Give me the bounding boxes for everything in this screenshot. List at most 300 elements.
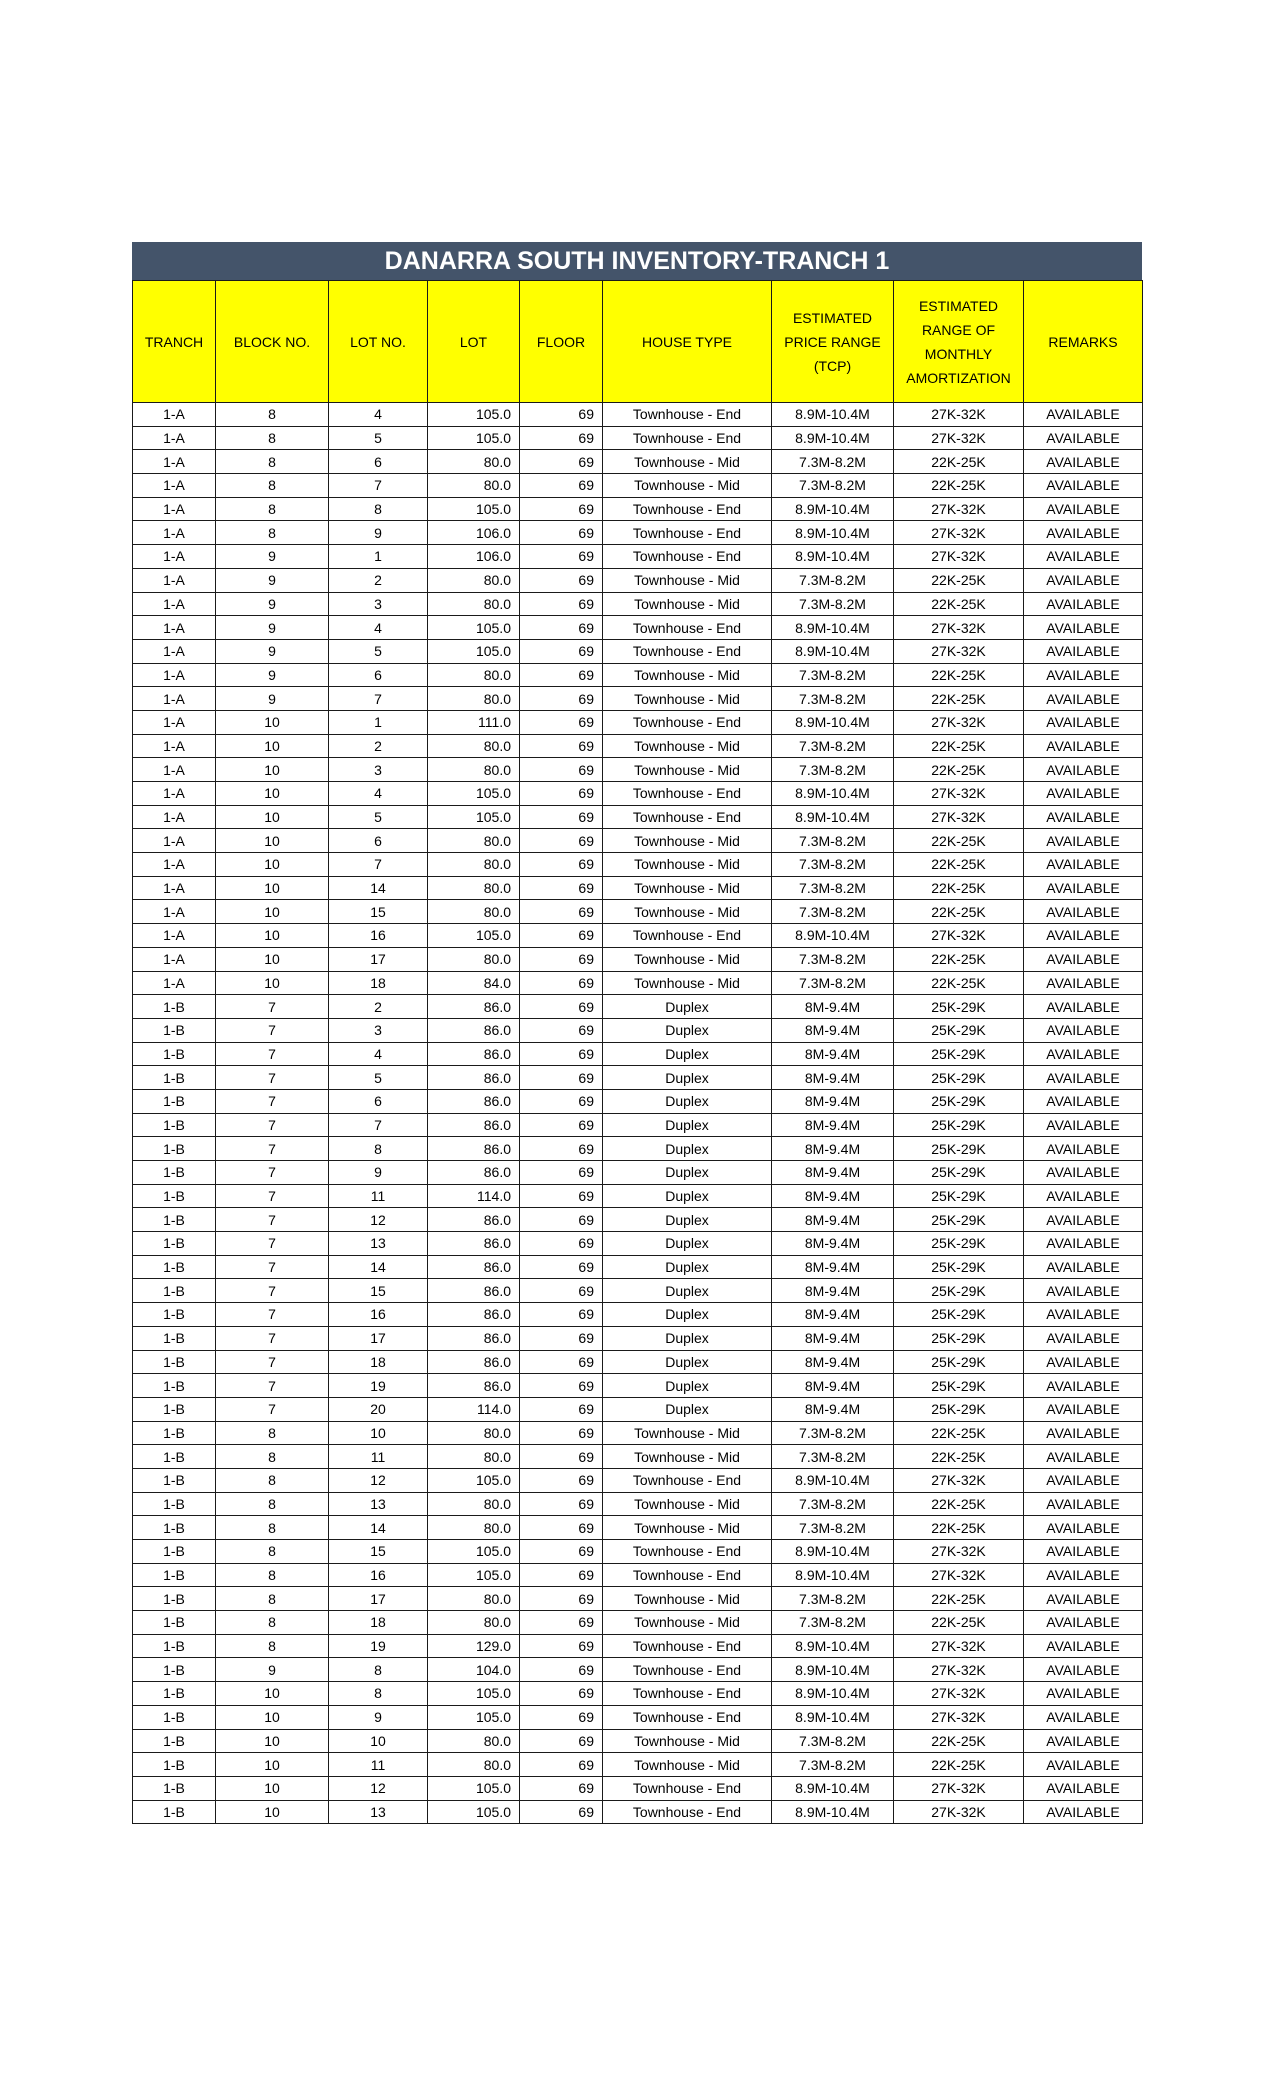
cell-lot-no: 20 bbox=[329, 1397, 428, 1421]
cell-house-type: Townhouse - End bbox=[603, 1776, 772, 1800]
cell-block-no: 9 bbox=[216, 545, 329, 569]
cell-price-range: 7.3M-8.2M bbox=[772, 687, 894, 711]
cell-remarks: AVAILABLE bbox=[1024, 1421, 1143, 1445]
cell-tranch: 1-B bbox=[133, 1303, 216, 1327]
cell-block-no: 8 bbox=[216, 1516, 329, 1540]
table-row bbox=[133, 782, 1143, 806]
cell-price-range: 8M-9.4M bbox=[772, 1042, 894, 1066]
cell-lot-area: 105.0 bbox=[428, 426, 520, 450]
cell-lot-no: 7 bbox=[329, 474, 428, 498]
cell-remarks: AVAILABLE bbox=[1024, 1303, 1143, 1327]
cell-house-type: Townhouse - Mid bbox=[603, 687, 772, 711]
cell-lot-no: 5 bbox=[329, 426, 428, 450]
cell-house-type: Duplex bbox=[603, 1161, 772, 1185]
cell-tranch: 1-A bbox=[133, 474, 216, 498]
cell-remarks: AVAILABLE bbox=[1024, 616, 1143, 640]
cell-block-no: 7 bbox=[216, 1303, 329, 1327]
cell-lot-area: 86.0 bbox=[428, 1255, 520, 1279]
cell-tranch: 1-B bbox=[133, 1161, 216, 1185]
cell-lot-area: 80.0 bbox=[428, 663, 520, 687]
cell-price-range: 8.9M-10.4M bbox=[772, 805, 894, 829]
cell-monthly-amortization: 27K-32K bbox=[894, 710, 1024, 734]
cell-price-range: 7.3M-8.2M bbox=[772, 450, 894, 474]
cell-block-no: 9 bbox=[216, 592, 329, 616]
cell-block-no: 8 bbox=[216, 1563, 329, 1587]
cell-lot-area: 105.0 bbox=[428, 782, 520, 806]
cell-lot-area: 105.0 bbox=[428, 1800, 520, 1824]
col-header-lot: LOT bbox=[428, 281, 520, 403]
cell-tranch: 1-A bbox=[133, 663, 216, 687]
cell-tranch: 1-B bbox=[133, 1468, 216, 1492]
cell-remarks: AVAILABLE bbox=[1024, 1468, 1143, 1492]
cell-monthly-amortization: 22K-25K bbox=[894, 663, 1024, 687]
table-row bbox=[133, 450, 1143, 474]
cell-tranch: 1-B bbox=[133, 1682, 216, 1706]
cell-lot-area: 86.0 bbox=[428, 1232, 520, 1256]
cell-lot-no: 13 bbox=[329, 1800, 428, 1824]
cell-lot-area: 80.0 bbox=[428, 1753, 520, 1777]
cell-remarks: AVAILABLE bbox=[1024, 1018, 1143, 1042]
table-row bbox=[133, 1255, 1143, 1279]
cell-block-no: 7 bbox=[216, 1255, 329, 1279]
cell-floor-area: 69 bbox=[520, 805, 603, 829]
cell-house-type: Townhouse - End bbox=[603, 805, 772, 829]
cell-house-type: Duplex bbox=[603, 1089, 772, 1113]
cell-tranch: 1-B bbox=[133, 1018, 216, 1042]
cell-price-range: 7.3M-8.2M bbox=[772, 1421, 894, 1445]
cell-floor-area: 69 bbox=[520, 947, 603, 971]
cell-price-range: 8.9M-10.4M bbox=[772, 710, 894, 734]
cell-remarks: AVAILABLE bbox=[1024, 639, 1143, 663]
cell-tranch: 1-A bbox=[133, 782, 216, 806]
cell-tranch: 1-B bbox=[133, 1279, 216, 1303]
table-row bbox=[133, 1540, 1143, 1564]
cell-price-range: 8M-9.4M bbox=[772, 1018, 894, 1042]
cell-tranch: 1-A bbox=[133, 900, 216, 924]
cell-tranch: 1-B bbox=[133, 1776, 216, 1800]
cell-lot-no: 3 bbox=[329, 1018, 428, 1042]
cell-lot-area: 80.0 bbox=[428, 568, 520, 592]
cell-house-type: Townhouse - End bbox=[603, 1682, 772, 1706]
cell-floor-area: 69 bbox=[520, 1326, 603, 1350]
cell-monthly-amortization: 22K-25K bbox=[894, 1516, 1024, 1540]
cell-lot-area: 105.0 bbox=[428, 1540, 520, 1564]
cell-block-no: 8 bbox=[216, 403, 329, 427]
cell-block-no: 7 bbox=[216, 1350, 329, 1374]
table-row bbox=[133, 1729, 1143, 1753]
cell-block-no: 10 bbox=[216, 924, 329, 948]
cell-block-no: 8 bbox=[216, 1634, 329, 1658]
cell-price-range: 8.9M-10.4M bbox=[772, 782, 894, 806]
cell-monthly-amortization: 27K-32K bbox=[894, 426, 1024, 450]
cell-price-range: 7.3M-8.2M bbox=[772, 971, 894, 995]
table-row bbox=[133, 592, 1143, 616]
cell-floor-area: 69 bbox=[520, 995, 603, 1019]
table-row bbox=[133, 876, 1143, 900]
cell-house-type: Townhouse - Mid bbox=[603, 1492, 772, 1516]
table-row bbox=[133, 1184, 1143, 1208]
cell-remarks: AVAILABLE bbox=[1024, 734, 1143, 758]
cell-price-range: 8.9M-10.4M bbox=[772, 1800, 894, 1824]
cell-lot-area: 80.0 bbox=[428, 876, 520, 900]
cell-remarks: AVAILABLE bbox=[1024, 592, 1143, 616]
cell-house-type: Townhouse - End bbox=[603, 426, 772, 450]
cell-price-range: 8M-9.4M bbox=[772, 1279, 894, 1303]
cell-lot-no: 7 bbox=[329, 687, 428, 711]
cell-remarks: AVAILABLE bbox=[1024, 876, 1143, 900]
cell-floor-area: 69 bbox=[520, 663, 603, 687]
cell-floor-area: 69 bbox=[520, 1066, 603, 1090]
cell-house-type: Duplex bbox=[603, 1137, 772, 1161]
cell-monthly-amortization: 22K-25K bbox=[894, 1753, 1024, 1777]
cell-tranch: 1-B bbox=[133, 1587, 216, 1611]
cell-remarks: AVAILABLE bbox=[1024, 663, 1143, 687]
cell-price-range: 8M-9.4M bbox=[772, 1089, 894, 1113]
cell-house-type: Townhouse - Mid bbox=[603, 947, 772, 971]
cell-block-no: 7 bbox=[216, 995, 329, 1019]
cell-lot-no: 11 bbox=[329, 1753, 428, 1777]
inventory-table bbox=[132, 280, 1143, 1824]
cell-lot-area: 80.0 bbox=[428, 1611, 520, 1635]
table-row bbox=[133, 1705, 1143, 1729]
cell-price-range: 8.9M-10.4M bbox=[772, 1682, 894, 1706]
cell-lot-no: 13 bbox=[329, 1492, 428, 1516]
cell-block-no: 10 bbox=[216, 876, 329, 900]
cell-remarks: AVAILABLE bbox=[1024, 758, 1143, 782]
cell-remarks: AVAILABLE bbox=[1024, 1540, 1143, 1564]
cell-block-no: 8 bbox=[216, 1587, 329, 1611]
cell-floor-area: 69 bbox=[520, 710, 603, 734]
cell-block-no: 10 bbox=[216, 1753, 329, 1777]
cell-block-no: 10 bbox=[216, 947, 329, 971]
cell-remarks: AVAILABLE bbox=[1024, 1326, 1143, 1350]
cell-monthly-amortization: 22K-25K bbox=[894, 900, 1024, 924]
cell-price-range: 7.3M-8.2M bbox=[772, 1445, 894, 1469]
cell-lot-area: 104.0 bbox=[428, 1658, 520, 1682]
cell-tranch: 1-A bbox=[133, 734, 216, 758]
table-row bbox=[133, 1326, 1143, 1350]
table-row bbox=[133, 1232, 1143, 1256]
table-row bbox=[133, 853, 1143, 877]
cell-tranch: 1-B bbox=[133, 1113, 216, 1137]
cell-remarks: AVAILABLE bbox=[1024, 971, 1143, 995]
cell-remarks: AVAILABLE bbox=[1024, 474, 1143, 498]
cell-monthly-amortization: 27K-32K bbox=[894, 545, 1024, 569]
cell-block-no: 8 bbox=[216, 474, 329, 498]
cell-floor-area: 69 bbox=[520, 1445, 603, 1469]
cell-house-type: Townhouse - End bbox=[603, 1634, 772, 1658]
cell-lot-no: 16 bbox=[329, 924, 428, 948]
cell-house-type: Duplex bbox=[603, 1232, 772, 1256]
cell-house-type: Townhouse - Mid bbox=[603, 663, 772, 687]
cell-floor-area: 69 bbox=[520, 900, 603, 924]
cell-lot-area: 80.0 bbox=[428, 1516, 520, 1540]
cell-house-type: Townhouse - Mid bbox=[603, 1611, 772, 1635]
cell-block-no: 8 bbox=[216, 497, 329, 521]
cell-monthly-amortization: 27K-32K bbox=[894, 782, 1024, 806]
cell-lot-area: 80.0 bbox=[428, 1729, 520, 1753]
cell-lot-area: 80.0 bbox=[428, 474, 520, 498]
table-row bbox=[133, 1066, 1143, 1090]
cell-lot-no: 4 bbox=[329, 616, 428, 640]
cell-floor-area: 69 bbox=[520, 924, 603, 948]
cell-house-type: Townhouse - Mid bbox=[603, 1421, 772, 1445]
cell-lot-area: 114.0 bbox=[428, 1184, 520, 1208]
cell-price-range: 7.3M-8.2M bbox=[772, 1729, 894, 1753]
cell-house-type: Townhouse - Mid bbox=[603, 876, 772, 900]
cell-block-no: 7 bbox=[216, 1184, 329, 1208]
cell-monthly-amortization: 22K-25K bbox=[894, 1421, 1024, 1445]
cell-price-range: 7.3M-8.2M bbox=[772, 853, 894, 877]
cell-lot-no: 5 bbox=[329, 1066, 428, 1090]
cell-price-range: 8.9M-10.4M bbox=[772, 1634, 894, 1658]
cell-lot-area: 86.0 bbox=[428, 1374, 520, 1398]
cell-floor-area: 69 bbox=[520, 782, 603, 806]
inventory-sheet bbox=[132, 242, 1142, 1824]
cell-house-type: Duplex bbox=[603, 1374, 772, 1398]
cell-remarks: AVAILABLE bbox=[1024, 1516, 1143, 1540]
cell-house-type: Duplex bbox=[603, 1113, 772, 1137]
cell-lot-no: 10 bbox=[329, 1421, 428, 1445]
table-row bbox=[133, 1800, 1143, 1824]
cell-price-range: 8.9M-10.4M bbox=[772, 1705, 894, 1729]
cell-monthly-amortization: 25K-29K bbox=[894, 1326, 1024, 1350]
cell-lot-no: 9 bbox=[329, 1161, 428, 1185]
cell-block-no: 8 bbox=[216, 1468, 329, 1492]
cell-remarks: AVAILABLE bbox=[1024, 1350, 1143, 1374]
cell-house-type: Duplex bbox=[603, 1326, 772, 1350]
cell-remarks: AVAILABLE bbox=[1024, 1184, 1143, 1208]
cell-monthly-amortization: 22K-25K bbox=[894, 592, 1024, 616]
cell-tranch: 1-A bbox=[133, 639, 216, 663]
cell-price-range: 8M-9.4M bbox=[772, 1374, 894, 1398]
table-row bbox=[133, 734, 1143, 758]
cell-lot-area: 80.0 bbox=[428, 1421, 520, 1445]
cell-tranch: 1-A bbox=[133, 710, 216, 734]
cell-floor-area: 69 bbox=[520, 403, 603, 427]
cell-house-type: Townhouse - Mid bbox=[603, 853, 772, 877]
cell-floor-area: 69 bbox=[520, 426, 603, 450]
cell-monthly-amortization: 22K-25K bbox=[894, 734, 1024, 758]
cell-floor-area: 69 bbox=[520, 1279, 603, 1303]
cell-remarks: AVAILABLE bbox=[1024, 1161, 1143, 1185]
cell-floor-area: 69 bbox=[520, 1611, 603, 1635]
cell-house-type: Townhouse - End bbox=[603, 1468, 772, 1492]
cell-lot-area: 86.0 bbox=[428, 1018, 520, 1042]
cell-monthly-amortization: 25K-29K bbox=[894, 1089, 1024, 1113]
cell-floor-area: 69 bbox=[520, 1516, 603, 1540]
cell-lot-area: 80.0 bbox=[428, 758, 520, 782]
cell-tranch: 1-B bbox=[133, 1445, 216, 1469]
cell-block-no: 7 bbox=[216, 1113, 329, 1137]
cell-block-no: 10 bbox=[216, 710, 329, 734]
cell-block-no: 7 bbox=[216, 1042, 329, 1066]
table-row bbox=[133, 971, 1143, 995]
cell-block-no: 7 bbox=[216, 1397, 329, 1421]
cell-remarks: AVAILABLE bbox=[1024, 1397, 1143, 1421]
cell-tranch: 1-B bbox=[133, 1184, 216, 1208]
table-row bbox=[133, 1658, 1143, 1682]
cell-lot-no: 9 bbox=[329, 1705, 428, 1729]
cell-remarks: AVAILABLE bbox=[1024, 568, 1143, 592]
cell-lot-area: 129.0 bbox=[428, 1634, 520, 1658]
cell-lot-no: 7 bbox=[329, 1113, 428, 1137]
cell-floor-area: 69 bbox=[520, 497, 603, 521]
cell-block-no: 7 bbox=[216, 1374, 329, 1398]
cell-floor-area: 69 bbox=[520, 1587, 603, 1611]
cell-house-type: Townhouse - Mid bbox=[603, 971, 772, 995]
cell-remarks: AVAILABLE bbox=[1024, 497, 1143, 521]
cell-house-type: Townhouse - End bbox=[603, 924, 772, 948]
cell-tranch: 1-A bbox=[133, 758, 216, 782]
cell-lot-area: 86.0 bbox=[428, 1137, 520, 1161]
cell-remarks: AVAILABLE bbox=[1024, 1232, 1143, 1256]
cell-price-range: 8M-9.4M bbox=[772, 1113, 894, 1137]
col-header-floor: FLOOR bbox=[520, 281, 603, 403]
cell-lot-area: 80.0 bbox=[428, 592, 520, 616]
header-row bbox=[133, 281, 1143, 403]
cell-house-type: Townhouse - Mid bbox=[603, 568, 772, 592]
cell-lot-area: 80.0 bbox=[428, 947, 520, 971]
cell-monthly-amortization: 22K-25K bbox=[894, 1587, 1024, 1611]
cell-lot-area: 105.0 bbox=[428, 1468, 520, 1492]
cell-lot-no: 14 bbox=[329, 1516, 428, 1540]
cell-monthly-amortization: 25K-29K bbox=[894, 1066, 1024, 1090]
cell-lot-area: 86.0 bbox=[428, 1066, 520, 1090]
cell-remarks: AVAILABLE bbox=[1024, 450, 1143, 474]
cell-remarks: AVAILABLE bbox=[1024, 1374, 1143, 1398]
cell-lot-no: 11 bbox=[329, 1445, 428, 1469]
cell-tranch: 1-A bbox=[133, 616, 216, 640]
cell-monthly-amortization: 25K-29K bbox=[894, 1018, 1024, 1042]
cell-lot-no: 12 bbox=[329, 1468, 428, 1492]
cell-lot-no: 8 bbox=[329, 1682, 428, 1706]
cell-price-range: 7.3M-8.2M bbox=[772, 947, 894, 971]
cell-remarks: AVAILABLE bbox=[1024, 1255, 1143, 1279]
cell-remarks: AVAILABLE bbox=[1024, 687, 1143, 711]
cell-floor-area: 69 bbox=[520, 1374, 603, 1398]
cell-monthly-amortization: 27K-32K bbox=[894, 1682, 1024, 1706]
cell-monthly-amortization: 27K-32K bbox=[894, 805, 1024, 829]
cell-floor-area: 69 bbox=[520, 616, 603, 640]
cell-floor-area: 69 bbox=[520, 1563, 603, 1587]
cell-floor-area: 69 bbox=[520, 876, 603, 900]
cell-lot-area: 80.0 bbox=[428, 1445, 520, 1469]
cell-monthly-amortization: 25K-29K bbox=[894, 995, 1024, 1019]
cell-tranch: 1-A bbox=[133, 687, 216, 711]
cell-remarks: AVAILABLE bbox=[1024, 805, 1143, 829]
cell-price-range: 7.3M-8.2M bbox=[772, 876, 894, 900]
cell-monthly-amortization: 27K-32K bbox=[894, 639, 1024, 663]
cell-monthly-amortization: 22K-25K bbox=[894, 474, 1024, 498]
cell-monthly-amortization: 22K-25K bbox=[894, 687, 1024, 711]
cell-price-range: 8.9M-10.4M bbox=[772, 426, 894, 450]
cell-lot-area: 80.0 bbox=[428, 1587, 520, 1611]
cell-house-type: Townhouse - Mid bbox=[603, 1516, 772, 1540]
cell-price-range: 8.9M-10.4M bbox=[772, 639, 894, 663]
table-row bbox=[133, 1587, 1143, 1611]
cell-remarks: AVAILABLE bbox=[1024, 1279, 1143, 1303]
cell-price-range: 8.9M-10.4M bbox=[772, 1468, 894, 1492]
cell-lot-area: 106.0 bbox=[428, 545, 520, 569]
cell-monthly-amortization: 22K-25K bbox=[894, 1729, 1024, 1753]
table-row bbox=[133, 1445, 1143, 1469]
cell-monthly-amortization: 27K-32K bbox=[894, 497, 1024, 521]
cell-block-no: 10 bbox=[216, 782, 329, 806]
cell-house-type: Duplex bbox=[603, 1303, 772, 1327]
cell-lot-no: 6 bbox=[329, 663, 428, 687]
cell-price-range: 8.9M-10.4M bbox=[772, 924, 894, 948]
col-header-tranch: TRANCH bbox=[133, 281, 216, 403]
cell-lot-no: 16 bbox=[329, 1303, 428, 1327]
cell-lot-area: 105.0 bbox=[428, 639, 520, 663]
cell-floor-area: 69 bbox=[520, 521, 603, 545]
cell-monthly-amortization: 27K-32K bbox=[894, 1540, 1024, 1564]
cell-remarks: AVAILABLE bbox=[1024, 1113, 1143, 1137]
cell-tranch: 1-A bbox=[133, 545, 216, 569]
table-row bbox=[133, 1042, 1143, 1066]
cell-house-type: Townhouse - Mid bbox=[603, 592, 772, 616]
cell-block-no: 10 bbox=[216, 900, 329, 924]
cell-house-type: Townhouse - End bbox=[603, 497, 772, 521]
cell-lot-area: 86.0 bbox=[428, 1279, 520, 1303]
cell-tranch: 1-A bbox=[133, 521, 216, 545]
col-header-house-type: HOUSE TYPE bbox=[603, 281, 772, 403]
cell-lot-area: 111.0 bbox=[428, 710, 520, 734]
cell-house-type: Townhouse - Mid bbox=[603, 474, 772, 498]
cell-monthly-amortization: 25K-29K bbox=[894, 1042, 1024, 1066]
cell-lot-no: 16 bbox=[329, 1563, 428, 1587]
cell-price-range: 7.3M-8.2M bbox=[772, 568, 894, 592]
table-row bbox=[133, 900, 1143, 924]
cell-price-range: 7.3M-8.2M bbox=[772, 758, 894, 782]
cell-price-range: 7.3M-8.2M bbox=[772, 1611, 894, 1635]
cell-house-type: Townhouse - Mid bbox=[603, 1729, 772, 1753]
cell-floor-area: 69 bbox=[520, 1208, 603, 1232]
cell-lot-area: 114.0 bbox=[428, 1397, 520, 1421]
cell-price-range: 7.3M-8.2M bbox=[772, 900, 894, 924]
cell-tranch: 1-A bbox=[133, 853, 216, 877]
cell-block-no: 9 bbox=[216, 616, 329, 640]
cell-house-type: Duplex bbox=[603, 1279, 772, 1303]
cell-remarks: AVAILABLE bbox=[1024, 521, 1143, 545]
cell-monthly-amortization: 25K-29K bbox=[894, 1161, 1024, 1185]
cell-block-no: 9 bbox=[216, 1658, 329, 1682]
cell-house-type: Duplex bbox=[603, 995, 772, 1019]
table-row bbox=[133, 1634, 1143, 1658]
cell-lot-area: 86.0 bbox=[428, 1042, 520, 1066]
cell-block-no: 8 bbox=[216, 1611, 329, 1635]
cell-tranch: 1-B bbox=[133, 1421, 216, 1445]
cell-floor-area: 69 bbox=[520, 1161, 603, 1185]
cell-tranch: 1-B bbox=[133, 1137, 216, 1161]
cell-house-type: Duplex bbox=[603, 1066, 772, 1090]
cell-lot-area: 105.0 bbox=[428, 497, 520, 521]
cell-floor-area: 69 bbox=[520, 758, 603, 782]
cell-lot-area: 84.0 bbox=[428, 971, 520, 995]
cell-monthly-amortization: 22K-25K bbox=[894, 1492, 1024, 1516]
cell-lot-area: 86.0 bbox=[428, 1303, 520, 1327]
table-row bbox=[133, 805, 1143, 829]
cell-monthly-amortization: 27K-32K bbox=[894, 1705, 1024, 1729]
cell-lot-area: 86.0 bbox=[428, 1089, 520, 1113]
table-row bbox=[133, 1682, 1143, 1706]
table-row bbox=[133, 1776, 1143, 1800]
cell-lot-area: 105.0 bbox=[428, 616, 520, 640]
cell-floor-area: 69 bbox=[520, 1540, 603, 1564]
cell-lot-no: 2 bbox=[329, 995, 428, 1019]
cell-floor-area: 69 bbox=[520, 1492, 603, 1516]
